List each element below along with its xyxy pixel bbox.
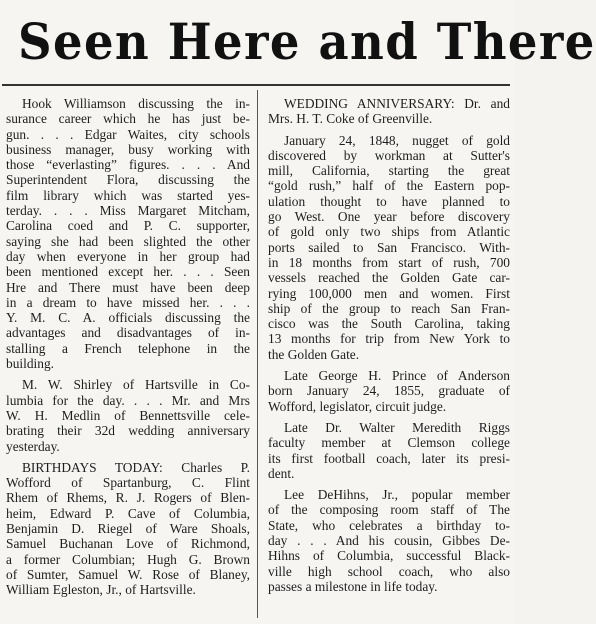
- text-line: discovered by workman at Sutter's: [268, 147, 510, 163]
- text-line: Lee DeHihns, Jr., popular member: [284, 487, 510, 503]
- text-line: 13 months for trip from New York to: [268, 331, 510, 347]
- text-line: yesterday.: [6, 438, 60, 454]
- text-line: heim, Edward P. Cave of Columbia,: [6, 505, 250, 521]
- text-line: its first football coach, later its presi-: [268, 450, 510, 466]
- text-line: gun. . . . Edgar Waites, city schools: [6, 126, 250, 142]
- text-line: passes a milestone in life today.: [268, 578, 438, 594]
- text-line: Carolina coed and P. C. supporter,: [6, 218, 250, 234]
- text-line: Hook Williamson discussing the in-: [22, 96, 250, 111]
- text-line: brating their 32d wedding anniversary: [6, 423, 250, 439]
- text-line: of Sumter, Samuel W. Rose of Blaney,: [6, 566, 250, 582]
- left-column: [6, 96, 250, 598]
- text-line: those “everlasting” figures. . . . And: [6, 157, 250, 173]
- text-line: Wofford of Spartanburg, C. Flint: [6, 475, 250, 491]
- text-line: rying 100,000 men and women. First: [268, 285, 510, 301]
- text-line: a former Columbian; Hugh G. Brown: [6, 551, 250, 567]
- text-line: advantages and disadvantages of in-: [6, 325, 250, 341]
- text-line: Benjamin D. Riegel of Ware Shoals,: [6, 521, 250, 537]
- text-line: Superintendent Flora, discussing the: [6, 172, 250, 188]
- left-column-paragraph: [6, 460, 250, 598]
- right-column-paragraph: [268, 368, 510, 414]
- text-line: WEDDING ANNIVERSARY: Dr. and: [284, 96, 510, 111]
- text-line: BIRTHDAYS TODAY: Charles P.: [22, 459, 250, 475]
- text-line: “gold rush,” half of the Eastern pop-: [268, 178, 510, 194]
- text-line: day when everyone in her group had: [6, 248, 250, 264]
- text-line: January 24, 1848, nugget of gold: [284, 132, 510, 148]
- text-line: been mentioned except her. . . . Seen: [6, 264, 250, 280]
- text-line: M. W. Shirley of Hartsville in Co-: [22, 377, 250, 393]
- text-line: Samuel Buchanan Love of Richmond,: [6, 536, 250, 552]
- text-line: Late George H. Prince of Anderson: [284, 368, 510, 384]
- text-line: W. H. Medlin of Bennettsville cele-: [6, 407, 250, 423]
- column-divider: [257, 90, 258, 618]
- left-column-paragraph: [6, 377, 250, 453]
- text-line: Hre and There must have been deep: [6, 279, 250, 295]
- text-line: stalling a French telephone in the: [6, 340, 250, 356]
- text-line: faculty member at Clemson college: [268, 435, 510, 451]
- text-line: the Golden Gate.: [268, 346, 360, 362]
- text-line: of the composing room staff of The: [268, 502, 510, 518]
- text-line: lumbia for the day. . . . Mr. and Mrs: [6, 392, 250, 408]
- text-line: building.: [6, 356, 54, 372]
- text-line: William Egleston, Jr., of Hartsville.: [6, 582, 196, 598]
- text-line: cisco was the South Carolina, taking: [268, 316, 510, 332]
- text-line: business manager, busy working with: [6, 141, 250, 157]
- text-line: in 18 months from start of rush, 700: [268, 254, 510, 270]
- text-line: born January 24, 1855, graduate of: [268, 383, 510, 399]
- text-line: vessels reached the Golden Gate car-: [268, 270, 510, 286]
- text-line: Mrs. H. T. Coke of Greenville.: [268, 111, 433, 127]
- text-line: film library which was started yes-: [6, 187, 250, 203]
- right-column-paragraph: [268, 420, 510, 481]
- text-line: ville high school coach, who also: [268, 563, 510, 579]
- text-line: State, who celebrates a birthday to-: [268, 517, 510, 533]
- text-line: in a dream to have missed her. . . .: [6, 294, 250, 310]
- text-line: ports sailed to San Francisco. With-: [268, 239, 510, 255]
- text-line: day . . . And his cousin, Gibbes De-: [268, 533, 510, 549]
- text-line: ulation thought to have planned to: [268, 193, 510, 209]
- text-line: ship of the group to reach San Fran-: [268, 300, 510, 316]
- text-line: surance career which he has just be-: [6, 111, 250, 127]
- right-column-paragraph: [268, 133, 510, 362]
- text-line: Late Dr. Walter Meredith Riggs: [284, 419, 510, 435]
- left-column-paragraph: [6, 96, 250, 371]
- headline: Seen Here and There: [17, 12, 596, 71]
- text-line: of gold only two ships from Atlantic: [268, 224, 510, 240]
- text-line: saying she had been slighted the other: [6, 233, 250, 249]
- right-column-paragraph: [268, 96, 510, 127]
- text-line: Wofford, legislator, circuit judge.: [268, 398, 447, 414]
- text-line: Rhem of Rhems, R. J. Rogers of Blen-: [6, 490, 250, 506]
- text-line: go West. One year before discovery: [268, 209, 510, 225]
- headline-rule: [2, 84, 510, 86]
- right-column: [268, 96, 510, 594]
- text-line: dent.: [268, 465, 295, 481]
- text-line: Hihns of Columbia, successful Black-: [268, 548, 510, 564]
- text-line: mill, California, starting the great: [268, 163, 510, 179]
- text-line: terday. . . . Miss Margaret Mitcham,: [6, 203, 250, 219]
- right-column-paragraph: [268, 487, 510, 594]
- text-line: Y. M. C. A. officials discussing the: [6, 310, 250, 326]
